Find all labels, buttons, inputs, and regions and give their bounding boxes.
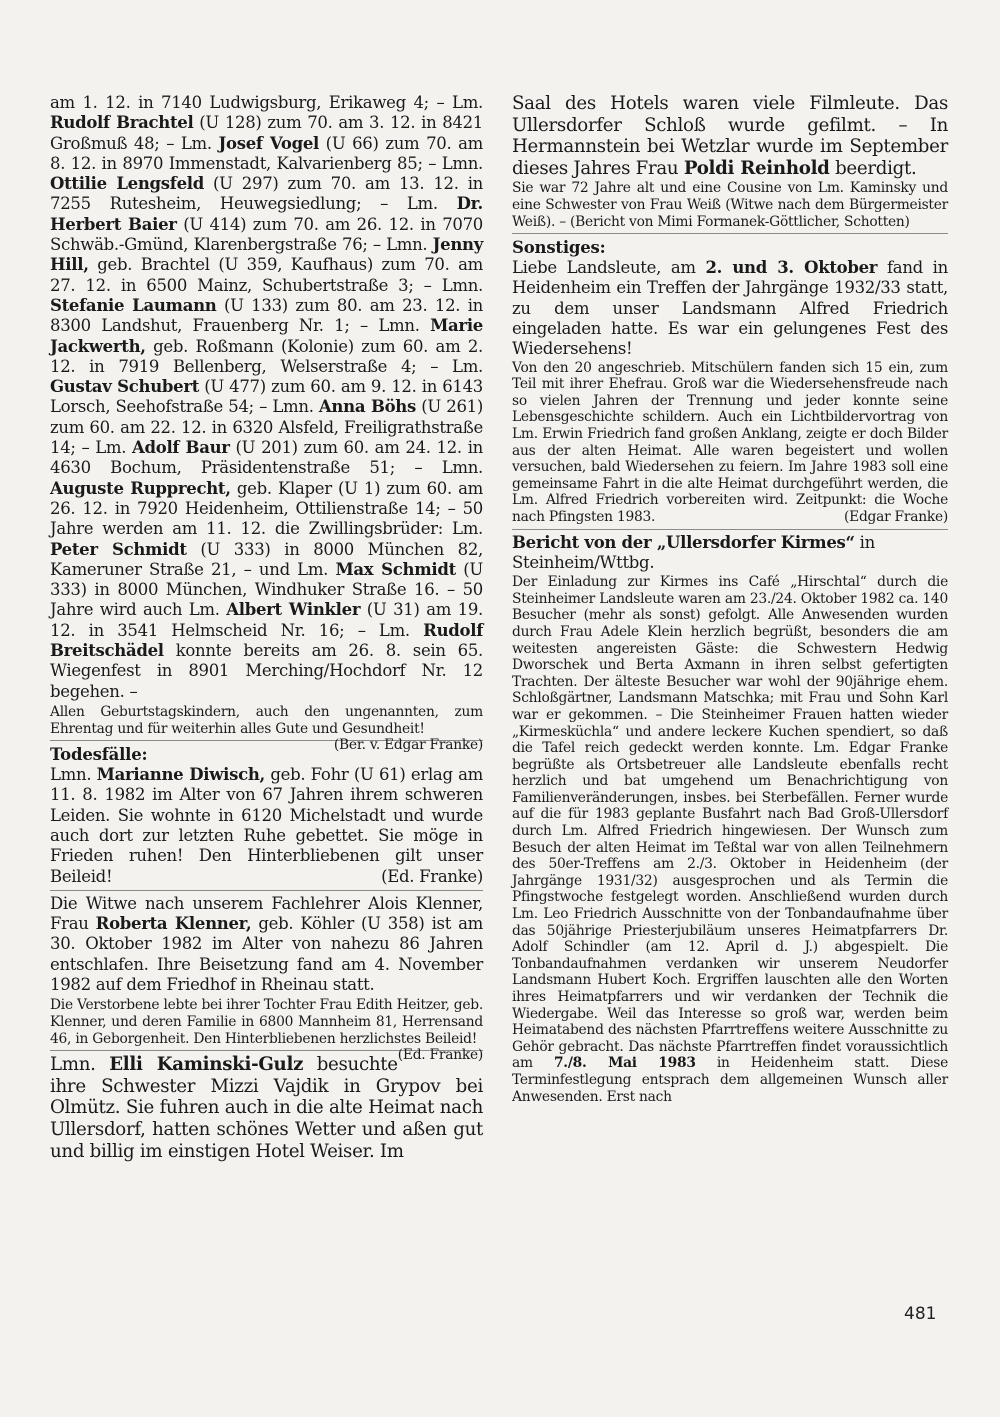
reunion-intro: Liebe Landsleute, am 2. und 3. Oktober fand in Heidenheim ein Treffen der Jahrgänge 1932/33 statt, zu dem unser Landsmann Alfred Friedrich eingeladen hatte. Es war ein gelungenes Fest des Wiedersehens! bbox=[512, 258, 948, 359]
death-notice-signature: (Ed. Franke) bbox=[381, 866, 483, 886]
visit-report: Lmn. Elli Kaminski-Gulz besuchte ihre Schwester Mizzi Vajdik in Grypov bei Olmütz. Sie fuhren auch in die alte Heimat nach Ullersdorf, hatten schönes Wetter und aßen gut und billig im einstigen Hotel Weiser. Im bbox=[50, 1054, 483, 1162]
visit-report-continued: Saal des Hotels waren viele Filmleute. Das Ullersdorfer Schloß wurde gefilmt. – In Hermannstein bei Wetzlar wurde im September dieses Jahres Frau Poldi Reinhold beerdigt. bbox=[512, 93, 948, 179]
person-name: Josef Vogel bbox=[218, 133, 319, 153]
person-name: Marianne Diwisch, bbox=[96, 765, 265, 785]
page-number: 481 bbox=[904, 1304, 937, 1324]
right-column bbox=[512, 93, 948, 1105]
person-name: Anna Böhs bbox=[318, 397, 416, 417]
person-name: 7./8. Mai 1983 bbox=[553, 1055, 696, 1072]
person-name: Rudolf Brachtel bbox=[50, 113, 194, 133]
divider bbox=[512, 529, 948, 530]
reunion-signature: (Edgar Franke) bbox=[843, 508, 948, 525]
person-name: Poldi Reinhold bbox=[683, 157, 830, 179]
death-notice-klenner-signature: (Ed. Franke) bbox=[397, 1047, 483, 1064]
person-name: 2. und 3. Oktober bbox=[705, 258, 878, 278]
person-name: Jenny Hill, bbox=[50, 235, 483, 275]
kirmes-report: Der Einladung zur Kirmes ins Café „Hirschtal“ durch die Steinheimer Landsleute waren am 23./24. Oktober 1982 ca. 140 Besucher (mehr als sonst) gefolgt. Alle Anwesenden wurden durch Frau Adele Klein herzlich begrüßt, besonders die am weitesten angereisten Gäste: die Schwestern Hedwig Dworschek und Berta Axmann in ihren selbst gefertigten Trachten. Der älteste Besucher war wohl der 90jährige ehem. Schloßgärtner, Landsmann Matschka; mit Frau und Sohn Karl war er gekommen. – Die Steinheimer Frauen hatten wieder „Kirmesküchla“ und andere leckere Kuchen spendiert, so daß die Tafel reich gedeckt werden konnte. Lm. Edgar Franke begrüßte als Ortsbetreuer alle Landsleute ebenfalls recht herzlich und bat umgehend um Benachrichtigung von Familienveränderungen, insbes. bei Sterbefällen. Ferner wurde auf die für 1983 geplante Busfahrt nach Bad Groß-Ullersdorf durch Lm. Alfred Friedrich hingewiesen. Der Wunsch zum Besuch der alten Heimat im Teßtal war von allen Teilnehmern des 50er-Treffens am 2./3. Oktober in Heidenheim (der Jahrgänge 1931/32) ausgesprochen und als Termin die Pfingstwoche festgelegt worden. Anschließend wurden durch Lm. Leo Friedrich Ausschnitte von der Tonbandaufnahme über das 50jährige Priesterjubiläum unseres Heimatpfarrers Dr. Adolf Schindler (am 12. April d. J.) abgespielt. Die Tonbandaufnahmen verdanken wir unserem Neudorfer Landsmann Hubert Koch. Ergriffen lauschten alle den Worten ihres Heimatpfarrers und wir verdanken der Technik die Wiedergabe. Weil das Interesse so groß war, werden beim Heimatabend des nächsten Pfarrtreffens weitere Ausschnitte zu Gehör gebracht. Das nächste Pfarrtreffen findet voraussichtlich am 7./8. Mai 1983 in Heidenheim statt. Diese Terminfestlegung entsprach dem allgemeinen Wunsch aller Anwesenden. Erst nach bbox=[512, 574, 948, 1105]
person-name: Stefanie Laumann bbox=[50, 295, 217, 315]
person-name: Roberta Klenner, bbox=[95, 914, 252, 934]
birthday-list: am 1. 12. in 7140 Ludwigsburg, Erikaweg 4; – Lm. Rudolf Brachtel (U 128) zum 70. am 3. 12. in 8421 Großmuß 48; – Lm. Josef Vogel (U 66) zum 70. am 8. 12. in 8970 Immenstadt, Kalvarienberg 85; – Lmn. Ottilie Lengsfeld (U 297) zum 70. am 13. 12. in 7255 Rutesheim, Heuwegsiedlung; – Lm. Dr. Herbert Baier (U 414) zum 70. am 26. 12. in 7070 Schwäb.-Gmünd, Klarenbergstraße 76; – Lmn. Jenny Hill, geb. Brachtel (U 359, Kaufhaus) zum 70. am 27. 12. in 6500 Mainz, Schubertstraße 3; – Lmn. Stefanie Laumann (U 133) zum 80. am 23. 12. in 8300 Landshut, Frauenberg Nr. 1; – Lmn. Marie Jackwerth, geb. Roßmann (Kolonie) zum 60. am 2. 12. in 7919 Bellenberg, Welserstraße 4; – Lm. Gustav Schubert (U 477) zum 60. am 9. 12. in 6143 Lorsch, Seehofstraße 54; – Lmn. Anna Böhs (U 261) zum 60. am 22. 12. in 6320 Alsfeld, Freiligrathstraße 14; – Lm. Adolf Baur (U 201) zum 60. am 24. 12. in 4630 Bochum, Präsidentenstraße 51; – Lmn. Auguste Rupprecht, geb. Klaper (U 1) zum 60. am 26. 12. in 7920 Heidenheim, Ottilienstraße 14; – 50 Jahre werden am 11. 12. die Zwillingsbrüder: Lm. Peter Schmidt (U 333) in 8000 München 82, Kameruner Straße 21, – und Lm. Max Schmidt (U 333) in 8000 München, Windhuker Straße 16. – 50 Jahre wird auch Lm. Albert Winkler (U 31) am 19. 12. in 3541 Helmscheid Nr. 16; – Lm. Rudolf Breitschädel konnte bereits am 26. 8. sein 65. Wiegenfest in 8901 Merching/Hochdorf Nr. 12 begehen. – bbox=[50, 93, 484, 701]
reunion-body: Von den 20 angeschrieb. Mitschülern fanden sich 15 ein, zum Teil mit ihrer Ehefrau. Groß war die Wiedersehensfreude nach so vielen Jahren der Trennung und jeder konnte seine Lebensgeschichte schildern. Auch ein Lichtbildervortrag von Lm. Erwin Friedrich fand großen Anklang, zeigte er doch Bilder aus der alten Heimat. Alle waren begeistert und wollen versuchen, bald Wiedersehen zu feiern. Im Jahre 1983 soll eine gemeinsame Fahrt in die alte Heimat durchgeführt werden, die Lm. Alfred Friedrich vorbereiten wird. Zeitpunkt: die Woche nach Pfingsten 1983. (Edgar Franke) bbox=[512, 359, 948, 525]
person-name: Dr. Herbert Baier bbox=[50, 194, 483, 234]
divider bbox=[50, 890, 483, 891]
divider bbox=[512, 233, 948, 234]
left-column bbox=[50, 93, 483, 1162]
kirmes-heading: Bericht von der „Ullersdorfer Kirmes“ in Steinheim/Wttbg. bbox=[512, 532, 875, 572]
person-name: Marie Jackwerth, bbox=[50, 316, 483, 356]
misc-heading: Sonstiges: bbox=[512, 238, 606, 258]
person-name: Adolf Baur bbox=[132, 438, 230, 458]
person-name: Ottilie Lengsfeld bbox=[50, 174, 204, 194]
death-notice-klenner-note: Die Verstorbene lebte bei ihrer Tochter Frau Edith Heitzer, geb. Klenner, und deren Familie in 6800 Mannheim 81, Herrensand 46, in Geborgenheit. Den Hinterbliebenen herzlichstes Beileid! (Ed. Franke) bbox=[50, 997, 483, 1064]
birthday-wishes-signature: (Ber. v. Edgar Franke) bbox=[333, 737, 483, 754]
deaths-heading: Todesfälle: bbox=[50, 745, 148, 765]
birthday-wishes: Allen Geburtstagskindern, auch den ungenannten, zum Ehrentag und für weiterhin alles Gute und Gesundheit! (Ber. v. Edgar Franke) bbox=[50, 703, 483, 754]
person-name: Gustav Schubert bbox=[50, 377, 200, 397]
person-name: Max Schmidt bbox=[335, 559, 456, 579]
person-name: Elli Kaminski-Gulz bbox=[109, 1054, 304, 1076]
visit-report-note: Sie war 72 Jahre alt und eine Cousine von Lm. Kaminsky und eine Schwester von Frau Weiß (Witwe nach dem Bürgermeister Weiß). – (Bericht von Mimi Formanek-Göttlicher, Schotten) bbox=[512, 180, 948, 230]
person-name: Peter Schmidt bbox=[50, 539, 187, 559]
person-name: Rudolf Breitschädel bbox=[50, 620, 483, 661]
person-name: Albert Winkler bbox=[226, 600, 361, 620]
death-notice-diwisch: Lmn. Marianne Diwisch, geb. Fohr (U 61) erlag am 11. 8. 1982 im Alter von 67 Jahren ihrem schweren Leiden. Sie wohnte in 6120 Michelstadt und wurde auch dort zur letzten Ruhe gebettet. Sie möge in Frieden ruhen! Den Hinterbliebenen gilt unser Beileid! (Ed. Franke) bbox=[50, 765, 483, 886]
person-name: Auguste Rupprecht, bbox=[50, 478, 231, 498]
death-notice-klenner: Die Witwe nach unserem Fachlehrer Alois Klenner, Frau Roberta Klenner, geb. Köhler (U 358) ist am 30. Oktober 1982 im Alter von nahezu 86 Jahren entschlafen. Ihre Beisetzung fand am 4. November 1982 auf dem Friedhof in Rheinau statt. bbox=[50, 893, 483, 995]
